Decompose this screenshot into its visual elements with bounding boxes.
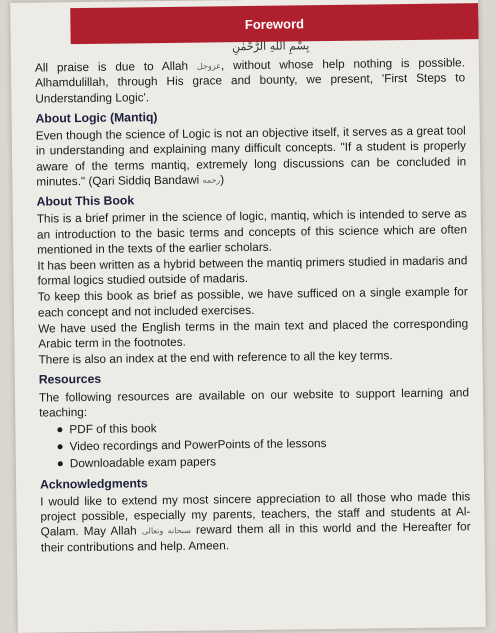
intro-text-a: All praise is due to Allah (34, 58, 189, 75)
about-logic-text-b: ) (220, 171, 225, 187)
list-item: PDF of this book (57, 417, 469, 437)
honorific-subhanahu: سبحانه وتعالى (141, 526, 191, 536)
list-item: Video recordings and PowerPoints of the lessons (58, 435, 470, 455)
intro-paragraph (35, 55, 466, 106)
about-book-paragraph-3: To keep this book as brief as possible, we have sufficed on a single example for each concept and not included exercises. (37, 284, 468, 320)
acknowledgments-heading: Acknowledgments (39, 475, 148, 492)
acknowledgments-paragraph (40, 489, 471, 555)
banner-title: Foreword (244, 15, 305, 32)
resources-intro: The following resources are available on our website to support learning and teaching: (38, 384, 470, 420)
honorific-rahimahullah: رحمه (202, 175, 221, 185)
about-book-paragraph-5: There is also an index at the end with reference to all the key terms. (38, 348, 393, 367)
resources-heading: Resources (38, 372, 102, 387)
acknowledgments-text-b: reward them all in this world and the Hereafter for their contributions and help. Ameen. (40, 519, 471, 555)
about-logic-paragraph (36, 123, 467, 189)
about-book-paragraph-1: This is a brief primer in the science of logic, mantiq, which is intended to serve as an introduction to the basic terms and concepts of this science which are often mentioned in the texts of the earlier scholars. (36, 206, 468, 257)
foreword-content (35, 55, 471, 556)
about-book-paragraph-2: It has been written as a hybrid between the mantiq primers studied in madaris and formal logics studied outside of madaris. (37, 253, 468, 288)
resources-list (39, 417, 470, 472)
foreword-banner (70, 3, 478, 44)
about-book-heading: About This Book (36, 193, 135, 209)
book-page (10, 0, 486, 633)
acknowledgments-text-a: I would like to extend my most sincere appreciation to all those who made this project possible, especially my parents, teachers, the staff and students at Al-Qalam. May Allah (40, 489, 471, 539)
intro-text-b: , without whose help nothing is possible. Alhamdulillah, through His grace and bounty, we present, 'First Steps to Understanding Logic'. (35, 55, 466, 106)
list-item: Downloadable exam papers (58, 452, 470, 472)
about-logic-heading: About Logic (Mantiq) (35, 109, 158, 126)
about-book-paragraph-4: We have used the English terms in the main text and placed the corresponding Arabic term in the footnotes. (38, 316, 469, 351)
about-logic-text-a: Even though the science of Logic is not an objective itself, it serves as a great tool in understanding and explaining many difficult concepts. "If a student is properly aware of the terms mantiq, extremely long discussions can be concluded in minutes." (Qari Siddiq Bandawi (35, 123, 467, 189)
honorific-azza-wa-jal: عزوجل (196, 61, 222, 71)
calligraphy-text: بِسْمِ اللهِ الرَّحْمٰنِ (232, 39, 310, 54)
